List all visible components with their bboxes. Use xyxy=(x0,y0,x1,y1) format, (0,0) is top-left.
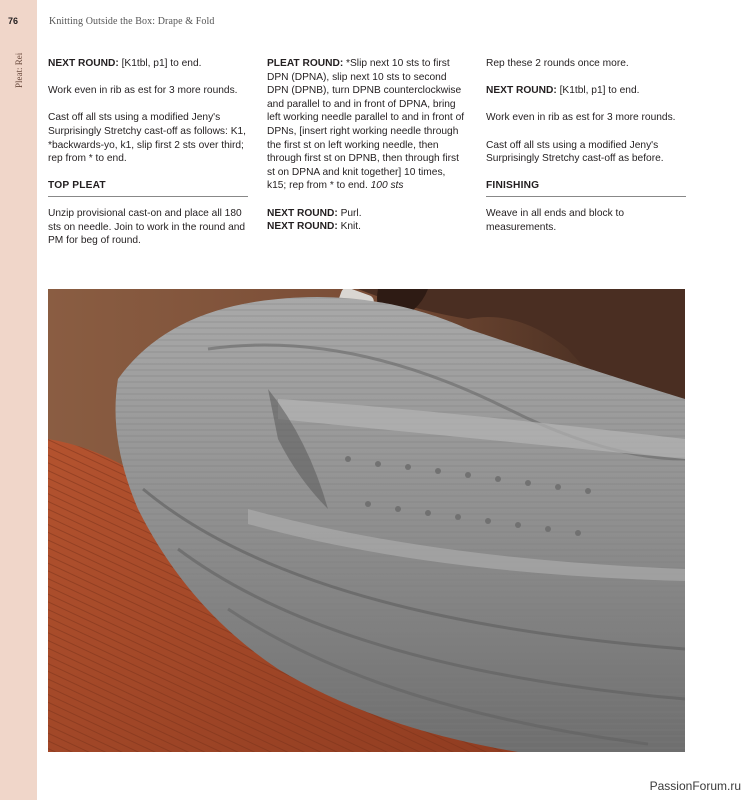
instruction-text: [K1tbl, p1] to end. xyxy=(118,58,202,69)
section-heading-top-pleat: TOP PLEAT xyxy=(48,179,248,197)
running-head: Knitting Outside the Box: Drape & Fold xyxy=(49,16,215,27)
instruction-paragraph xyxy=(267,220,467,234)
stitch-count: 100 sts xyxy=(370,180,404,192)
watermark: PassionForum.ru xyxy=(649,779,741,793)
instruction-paragraph xyxy=(267,207,467,221)
instruction-text: Knit. xyxy=(337,221,361,233)
page-number: 76 xyxy=(8,16,19,26)
instruction-paragraph xyxy=(486,84,686,98)
instruction-text: [K1tbl, p1] to end. xyxy=(556,85,640,97)
instruction-paragraph: Work even in rib as est for 3 more rounds. xyxy=(486,112,676,124)
instruction-paragraph: Cast off all sts using a modified Jeny's Surprisingly Stretchy cast-off as follows: K1, *backwards-yo, k1, slip first 2 sts over third; rep from * to end. xyxy=(48,112,246,165)
instruction-label: NEXT ROUND: xyxy=(486,85,557,97)
instruction-label: NEXT ROUND: xyxy=(48,58,119,69)
instruction-paragraph: Weave in all ends and block to measurements. xyxy=(486,207,624,233)
instruction-paragraph: Unzip provisional cast-on and place all 180 sts on needle. Join to work in the round and PM for beg of round. xyxy=(48,207,246,247)
side-color-strip xyxy=(0,0,37,800)
instruction-paragraph xyxy=(48,57,248,71)
instruction-paragraph xyxy=(267,57,467,193)
instruction-label: NEXT ROUND: xyxy=(267,221,338,233)
cowl-photo xyxy=(48,289,685,752)
text-column-3 xyxy=(486,57,686,248)
instruction-paragraph: Rep these 2 rounds once more. xyxy=(486,58,629,69)
instruction-paragraph: Cast off all sts using a modified Jeny's Surprisingly Stretchy cast-off as before. xyxy=(486,139,664,165)
instruction-text: *Slip next 10 sts to first DPN (DPNA), slip next 10 sts to second DPN (DPNB), turn DPNB counterclockwise and parallel to and in front of DPNA, bring left working needle parallel to and in front of DPNs, [insert right working needle through the first st on left working needle, then through first st on DPNB, then through first st on DPNA and knit together] 10 times, k15; rep from * to end. xyxy=(267,58,465,192)
instruction-paragraph: Work even in rib as est for 3 more rounds. xyxy=(48,85,238,97)
cowl-photo-illustration xyxy=(48,289,685,752)
text-column-2 xyxy=(267,57,467,247)
side-section-label: Pleat: Rei xyxy=(14,52,24,88)
text-column-1 xyxy=(48,57,248,261)
section-heading-finishing: FINISHING xyxy=(486,179,686,197)
instruction-label: PLEAT ROUND: xyxy=(267,58,344,69)
instruction-text: Purl. xyxy=(337,207,362,219)
instruction-label: NEXT ROUND: xyxy=(267,207,338,219)
